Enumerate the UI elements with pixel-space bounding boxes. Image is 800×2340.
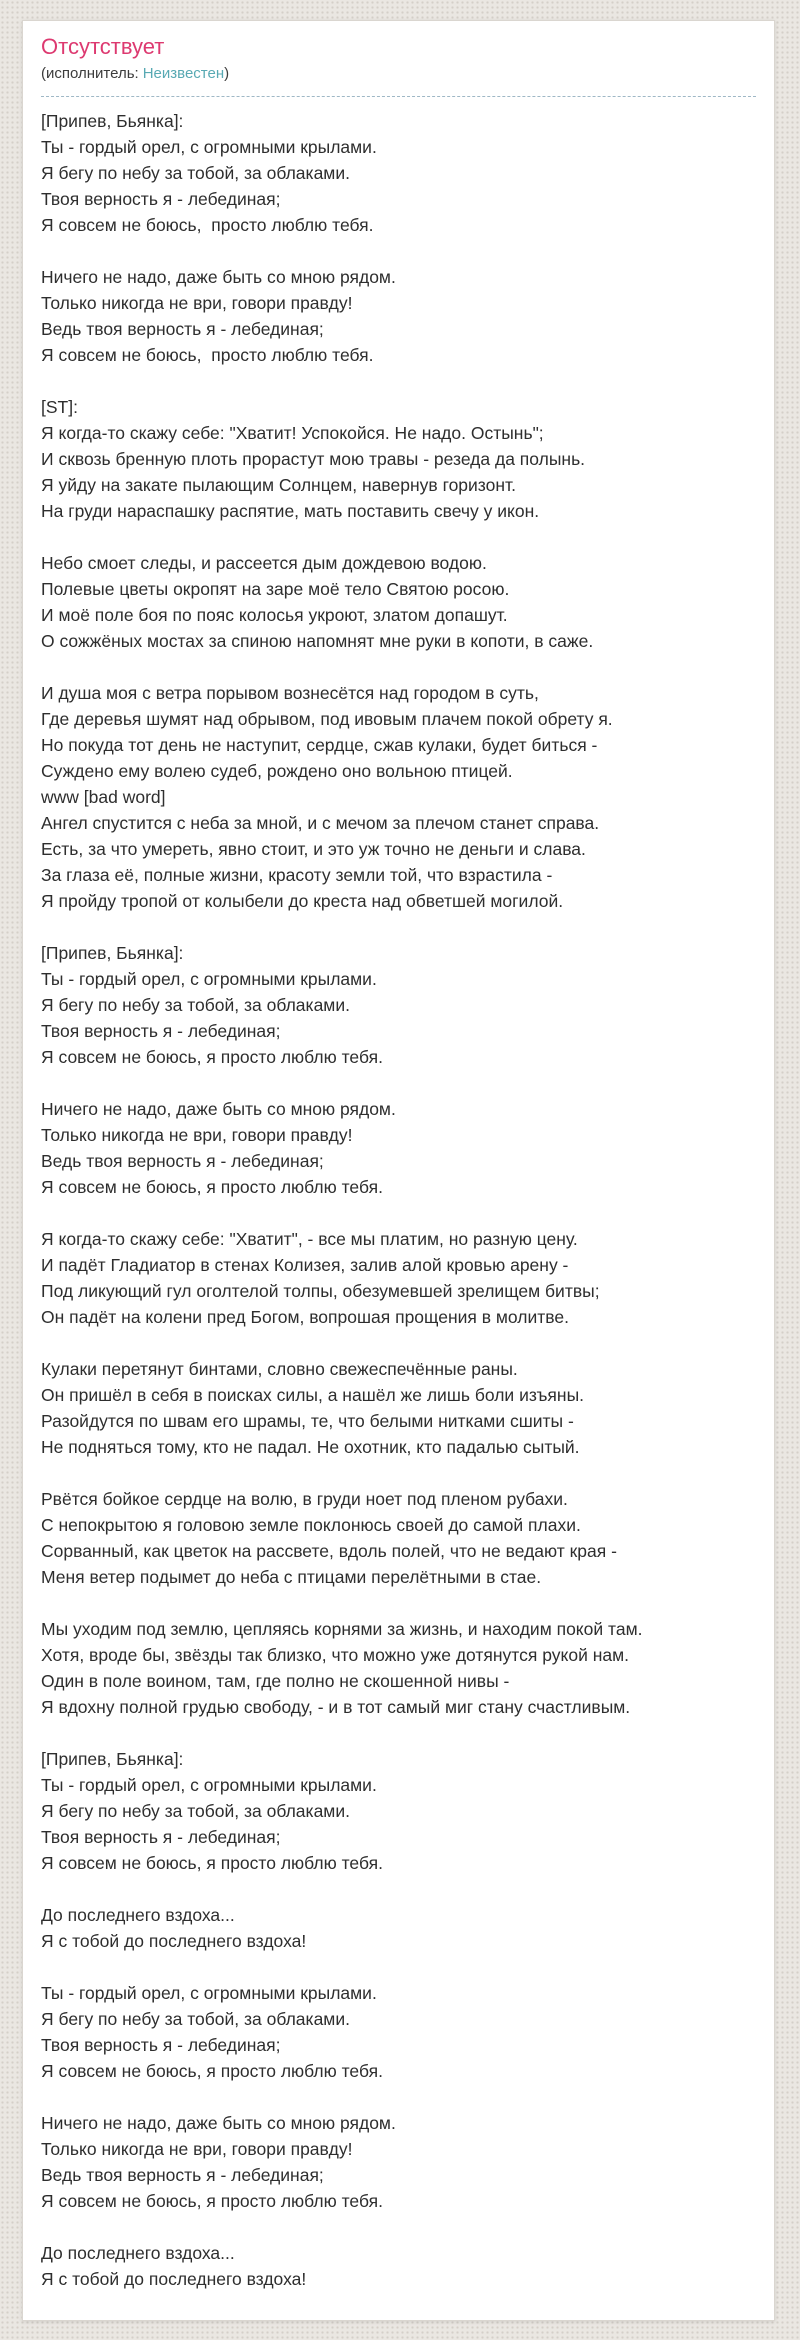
lyric-line: Полевые цветы окропят на заре моё тело Святою росою. [41, 579, 510, 599]
lyric-line: Меня ветер подымет до неба с птицами перелётными в стае. [41, 1567, 542, 1587]
lyric-line: Ведь твоя верность я - лебединая; [41, 319, 324, 339]
stanza [41, 1486, 756, 1590]
lyric-line: Ничего не надо, даже быть со мною рядом. [41, 1099, 396, 1119]
lyrics-card [22, 20, 775, 2321]
stanza [41, 1356, 756, 1460]
lyric-line: Но покуда тот день не наступит, сердце, сжав кулаки, будет биться - [41, 735, 598, 755]
lyric-line: [Припев, Бьянка]: [41, 111, 184, 131]
lyric-line: Суждено ему волею судеб, рождено оно вольною птицей. [41, 761, 513, 781]
lyric-line: Я когда-то скажу себе: "Хватит", - все мы платим, но разную цену. [41, 1229, 578, 1249]
lyric-line: Я бегу по небу за тобой, за облаками. [41, 2009, 350, 2029]
lyric-line: Я совсем не боюсь, я просто люблю тебя. [41, 1047, 383, 1067]
stanza [41, 1902, 756, 1954]
stanza [41, 1096, 756, 1200]
lyric-line: И сквозь бренную плоть прорастут мою травы - резеда да полынь. [41, 449, 586, 469]
lyrics [41, 97, 756, 2292]
lyric-line: Ты - гордый орел, с огромными крылами. [41, 137, 377, 157]
lyric-line: Рвётся бойкое сердце на волю, в груди ноет под пленом рубахи. [41, 1489, 568, 1509]
lyric-line: С непокрытою я головою земле поклонюсь своей до самой плахи. [41, 1515, 581, 1535]
lyric-line: И падёт Гладиатор в стенах Колизея, залив алой кровью арену - [41, 1255, 569, 1275]
stanza [41, 264, 756, 368]
artist-label-suffix: ) [224, 65, 230, 82]
stanza [41, 1980, 756, 2084]
lyric-line: Твоя верность я - лебединая; [41, 1827, 281, 1847]
lyric-line: Небо смоет следы, и рассеется дым дождевою водою. [41, 553, 487, 573]
artist-label: (исполнитель: [41, 65, 139, 82]
lyric-line: До последнего вздоха... [41, 2243, 235, 2263]
lyric-line: До последнего вздоха... [41, 1905, 235, 1925]
lyric-line: Кулаки перетянут бинтами, словно свежеспечённые раны. [41, 1359, 518, 1379]
lyric-line: Ничего не надо, даже быть со мною рядом. [41, 2113, 396, 2133]
lyric-line: Я совсем не боюсь, я просто люблю тебя. [41, 2191, 383, 2211]
lyric-line: О сожжёных мостах за спиною напомнят мне руки в копоти, в саже. [41, 631, 594, 651]
lyric-line: Он падёт на колени пред Богом, вопрошая прощения в молитве. [41, 1307, 569, 1327]
lyric-line: На груди нараспашку распятие, мать поставить свечу у икон. [41, 501, 540, 521]
stanza [41, 1746, 756, 1876]
lyric-line: За глаза её, полные жизни, красоту земли той, что взрастила - [41, 865, 553, 885]
lyric-line: Я когда-то скажу себе: "Хватит! Успокойся. Не надо. Остынь"; [41, 423, 544, 443]
stanza [41, 940, 756, 1070]
stanza [41, 550, 756, 654]
lyric-line: [Припев, Бьянка]: [41, 943, 184, 963]
lyric-line: Есть, за что умереть, явно стоит, и это уж точно не деньги и слава. [41, 839, 586, 859]
lyric-line: Я бегу по небу за тобой, за облаками. [41, 995, 350, 1015]
stanza [41, 1616, 756, 1720]
lyric-line: Хотя, вроде бы, звёзды так близко, что можно уже дотянутся рукой нам. [41, 1645, 630, 1665]
lyric-line: Где деревья шумят над обрывом, под ивовым плачем покой обрету я. [41, 709, 613, 729]
lyric-line: www [bad word] [41, 787, 166, 807]
lyric-line: Ведь твоя верность я - лебединая; [41, 1151, 324, 1171]
stanza [41, 1226, 756, 1330]
lyric-line: Разойдутся по швам его шрамы, те, что белыми нитками сшиты - [41, 1411, 574, 1431]
lyric-line: Твоя верность я - лебединая; [41, 189, 281, 209]
lyric-line: Он пришёл в себя в поисках силы, а нашёл же лишь боли изъяны. [41, 1385, 585, 1405]
lyric-line: Под ликующий гул оголтелой толпы, обезумевшей зрелищем битвы; [41, 1281, 600, 1301]
lyric-line: Ничего не надо, даже быть со мною рядом. [41, 267, 396, 287]
stanza [41, 394, 756, 524]
lyric-line: Я совсем не боюсь, просто люблю тебя. [41, 215, 374, 235]
stanza [41, 680, 756, 914]
lyric-line: Только никогда не ври, говори правду! [41, 2139, 353, 2159]
lyric-line: Я пройду тропой от колыбели до креста над обветшей могилой. [41, 891, 564, 911]
lyric-line: [ST]: [41, 397, 78, 417]
lyric-line: Я вдохну полной грудью свободу, - и в тот самый миг стану счастливым. [41, 1697, 631, 1717]
lyric-line: Мы уходим под землю, цепляясь корнями за жизнь, и находим покой там. [41, 1619, 643, 1639]
stanza [41, 108, 756, 238]
lyric-line: Не подняться тому, кто не падал. Не охотник, кто падалью сытый. [41, 1437, 580, 1457]
lyric-line: Только никогда не ври, говори правду! [41, 1125, 353, 1145]
stanza [41, 2240, 756, 2292]
lyric-line: Я совсем не боюсь, я просто люблю тебя. [41, 1853, 383, 1873]
artist-line [41, 64, 756, 84]
lyric-line: И моё поле боя по пояс колосья укроют, златом допашут. [41, 605, 508, 625]
lyric-line: Я бегу по небу за тобой, за облаками. [41, 1801, 350, 1821]
lyric-line: И душа моя с ветра порывом вознесётся над городом в суть, [41, 683, 539, 703]
lyric-line: Один в поле воином, там, где полно не скошенной нивы - [41, 1671, 510, 1691]
artist-link[interactable]: Неизвестен [142, 65, 225, 82]
lyric-line: Я уйду на закате пылающим Солнцем, навернув горизонт. [41, 475, 516, 495]
lyric-line: Ведь твоя верность я - лебединая; [41, 2165, 324, 2185]
lyric-line: Твоя верность я - лебединая; [41, 2035, 281, 2055]
lyric-line: Я совсем не боюсь, я просто люблю тебя. [41, 1177, 383, 1197]
lyric-line: Твоя верность я - лебединая; [41, 1021, 281, 1041]
lyric-line: Ты - гордый орел, с огромными крылами. [41, 1983, 377, 2003]
lyric-line: Сорванный, как цветок на рассвете, вдоль полей, что не ведают края - [41, 1541, 617, 1561]
lyric-line: Только никогда не ври, говори правду! [41, 293, 353, 313]
lyric-line: Ты - гордый орел, с огромными крылами. [41, 1775, 377, 1795]
lyric-line: Я совсем не боюсь, просто люблю тебя. [41, 345, 374, 365]
lyric-line: Я бегу по небу за тобой, за облаками. [41, 163, 350, 183]
lyric-line: Я с тобой до последнего вздоха! [41, 2269, 307, 2289]
song-title: Отсутствует [41, 34, 165, 59]
song-header [41, 33, 756, 97]
lyric-line: Я совсем не боюсь, я просто люблю тебя. [41, 2061, 383, 2081]
lyric-line: Я с тобой до последнего вздоха! [41, 1931, 307, 1951]
stanza [41, 2110, 756, 2214]
lyric-line: Ангел спустится с неба за мной, и с мечом за плечом станет справа. [41, 813, 600, 833]
lyric-line: [Припев, Бьянка]: [41, 1749, 184, 1769]
lyric-line: Ты - гордый орел, с огромными крылами. [41, 969, 377, 989]
